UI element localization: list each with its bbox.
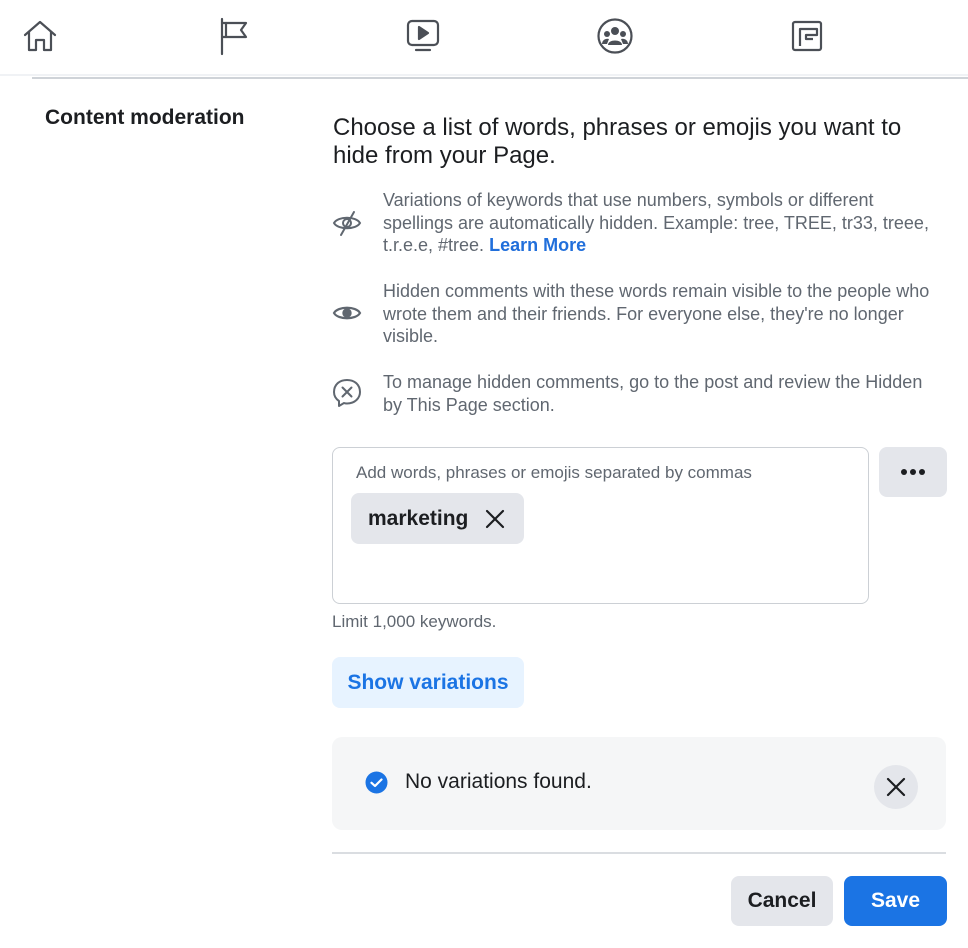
nav-divider-light <box>0 74 968 76</box>
section-title: Content moderation <box>45 106 245 129</box>
keyword-limit-text: Limit 1,000 keywords. <box>332 612 497 631</box>
video-icon[interactable] <box>401 14 445 58</box>
more-icon <box>900 468 926 476</box>
groups-icon[interactable] <box>593 14 637 58</box>
close-icon[interactable] <box>484 508 506 530</box>
close-icon <box>886 777 906 797</box>
top-navigation <box>0 0 968 76</box>
gaming-icon[interactable] <box>785 14 829 58</box>
home-icon[interactable] <box>18 14 62 58</box>
info-text-3: To manage hidden comments, go to the post and review the Hidden by This Page section. <box>383 372 923 415</box>
comment-x-icon <box>332 378 362 408</box>
keyword-chip <box>351 493 524 544</box>
footer-divider <box>332 852 946 854</box>
info-text-1: Variations of keywords that use numbers, symbols or different spellings are automatically hidden. Example: tree, TREE, tr33, treee, t.r.e.e, #tree. <box>383 190 929 255</box>
cancel-button[interactable]: Cancel <box>731 876 833 926</box>
more-options-button[interactable] <box>879 447 947 497</box>
notice-text: No variations found. <box>405 770 592 793</box>
nav-divider <box>32 77 968 79</box>
keyword-input[interactable] <box>356 463 846 483</box>
notice-close-button[interactable] <box>874 765 918 809</box>
keyword-input-box[interactable] <box>332 447 869 604</box>
flag-icon[interactable] <box>210 14 254 58</box>
info-text-2: Hidden comments with these words remain visible to the people who wrote them and their friends. For everyone else, they're no longer visible. <box>383 281 930 346</box>
eye-slash-icon <box>332 208 362 238</box>
info-text-variations <box>383 189 943 257</box>
page-heading: Choose a list of words, phrases or emojis you want to hide from your Page. <box>333 114 902 169</box>
keyword-chip-label: marketing <box>368 506 469 530</box>
show-variations-button[interactable]: Show variations <box>332 657 524 708</box>
variations-notice <box>332 737 946 830</box>
eye-icon <box>332 298 362 328</box>
save-button[interactable]: Save <box>844 876 947 926</box>
check-circle-icon <box>365 771 388 794</box>
learn-more-link[interactable]: Learn More <box>489 235 587 255</box>
